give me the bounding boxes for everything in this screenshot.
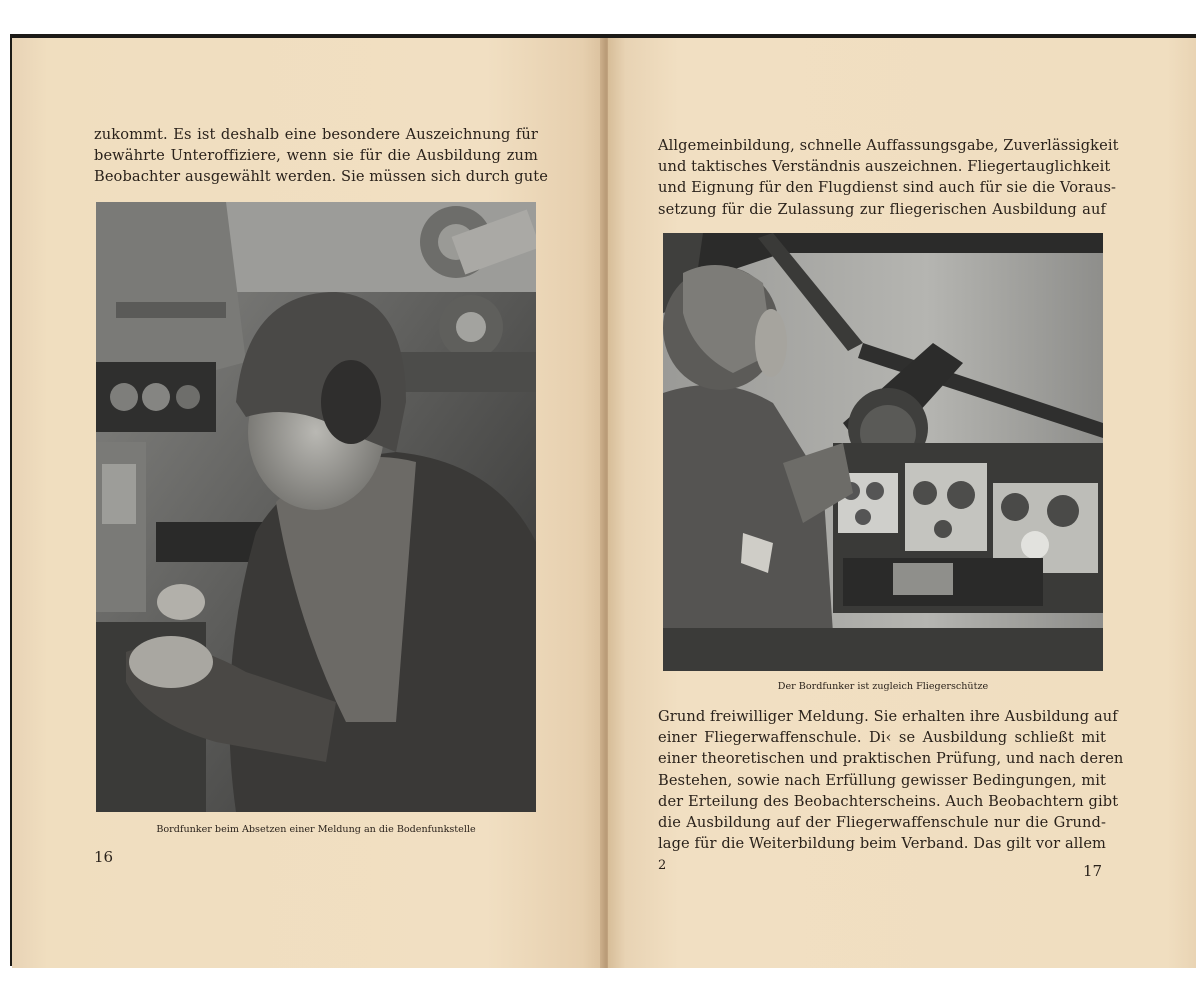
text-line: Beobachter ausgewählt werden. Sie müssen sich durch gute — [94, 168, 548, 186]
text-line: Grund freiwilliger Meldung. Sie erhalten ihre Ausbildung auf — [658, 708, 1118, 725]
text-line: die Ausbildung auf der Fliegerwaffenschule nur die Grund- — [658, 814, 1106, 832]
photo-caption: Bordfunker beim Absetzen einer Meldung an die Bodenfunkstelle — [156, 824, 476, 835]
text-line: einer Fliegerwaffenschule. Di‹ se Ausbildung schließt mit — [658, 729, 1106, 747]
page-number: 16 — [94, 848, 114, 866]
text-line: setzung für die Zulassung zur fliegerischen Ausbildung auf — [658, 200, 1106, 218]
text-line: und Eignung für den Flugdienst sind auch für sie die Voraus- — [658, 179, 1117, 197]
left-page-text — [94, 124, 548, 188]
text-line: Bestehen, sowie nach Erfüllung gewisser Bedingungen, mit — [658, 771, 1106, 789]
text-line: Allgemeinbildung, schnelle Auffassungsgabe, Zuverlässigkeit — [658, 137, 1119, 154]
left-page — [12, 38, 606, 968]
page-number: 17 — [1083, 862, 1103, 880]
text-line: bewährte Unteroffiziere, wenn sie für die Ausbildung zum — [94, 147, 538, 165]
text-line: zukommt. Es ist deshalb eine besondere Auszeichnung für — [94, 126, 538, 143]
text-line: lage für die Weiterbildung beim Verband. Das gilt vor allem — [658, 835, 1106, 853]
photo-caption: Der Bordfunker ist zugleich Fliegerschütze — [777, 681, 989, 692]
right-page-text-top — [658, 135, 1119, 220]
right-page — [608, 38, 1196, 968]
photo-radio-operator-gunner — [663, 233, 1103, 671]
photo-radio-operator — [96, 202, 536, 812]
text-line: und taktisches Verständnis auszeichnen. Fliegertauglichkeit — [658, 158, 1111, 176]
text-line: der Erteilung des Beobachterscheins. Auch Beobachtern gibt — [658, 792, 1119, 810]
right-page-text-bottom — [658, 706, 1124, 854]
signature-mark: 2 — [658, 858, 667, 873]
text-line: einer theoretischen und praktischen Prüfung, und nach deren — [658, 750, 1124, 768]
